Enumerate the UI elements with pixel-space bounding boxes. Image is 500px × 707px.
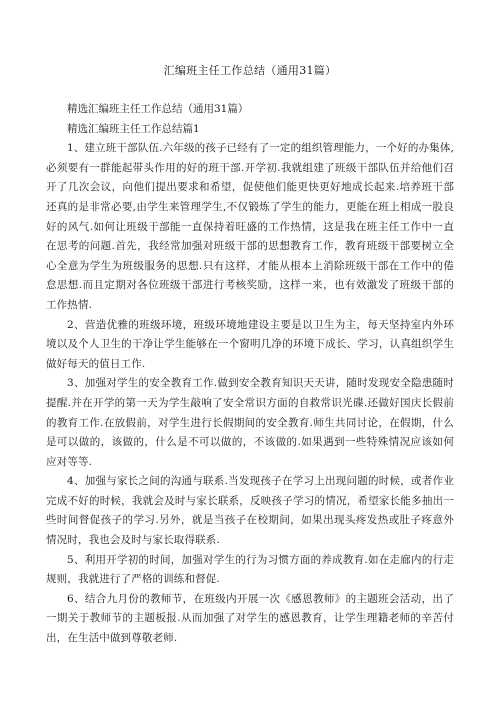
paragraph-3: 3、加强对学生的安全教育工作.做到安全教育知识天天讲，随时发现安全隐患随时提醒.并在开学的第一天为学生敲响了安全常识方面的自救常识光碟.还做好国庆长假前的教育工作.在放假前，对学生进行长假期间的安全教育.师生共同讨论，在假期，什么是可以做的，该做的，什么是不可以做的，不该做的.如果遇到一些特殊情况应该如何应对等等.: [46, 377, 454, 468]
paragraph-6: 6、结合九月份的教师节，在班级内开展一次《感恩教师》的主题班会活动，出了一期关于教师节的主题板报.从而加强了对学生的感恩教育，让学生理籍老师的辛苦付出，在生活中做到尊敬老师.: [46, 592, 454, 645]
paragraph-2: 2、营造优雅的班级环境，班级环境地建设主要是以卫生为主，每天坚持室内外环境以及个人卫生的干净让学生能够在一个窗明几净的环境下成长、学习，认真组织学生做好每天的值日工作.: [46, 318, 454, 370]
paragraph-5: 5、利用开学初的时间，加强对学生的行为习惯方面的养成教育.如在走廊内的行走规则，我就进行了严格的训练和督促.: [46, 553, 454, 586]
section-heading: 精选汇编班主任工作总结篇1: [67, 122, 200, 135]
paragraph-1: 1、建立班干部队伍.六年级的孩子已经有了一定的组织管理能力，一个好的办集体,必须要有一群能起带头作用的好的班干部.开学初.我就组建了班级干部队伍并给他们召开了几次会议，向他们提出要求和希望，促使他们能更快更好地成长起来.培养班干部还真的是非常必要,由学生来管理学生,不仅锻炼了学生的能力，更能在班上相成一股良好的风气.如何让班级干部能一直保持着旺盛的工作热情，这是我在班主任工作中一直在思考的问题.首先，我经常加强对班级干部的思想教育工作，教育班级干部要树立全心全意为学生为班级服务的思想.只有这样，才能从根本上消除班级干部在工作中的倦怠思想.而且定期对各位班级干部进行考核奖励，这样一来，也有效激发了班级干部的工作热情.: [46, 142, 454, 311]
paragraph-4: 4、加强与家长之间的沟通与联系.当发现孩子在学习上出现问题的时候，或者作业完成不好的时候，我就会及时与家长联系，反映孩子学习的情况，希望家长能多抽出一些时间督促孩子的学习.另外，就是当孩子在校期间，如果出现头疼发热或肚子疼意外情况时，我也会及时与家长取得联系.: [46, 475, 454, 547]
document-title: 汇编班主任工作总结（通用31篇）: [163, 64, 337, 77]
document-subtitle: 精选汇编班主任工作总结（通用31篇）: [67, 103, 249, 115]
